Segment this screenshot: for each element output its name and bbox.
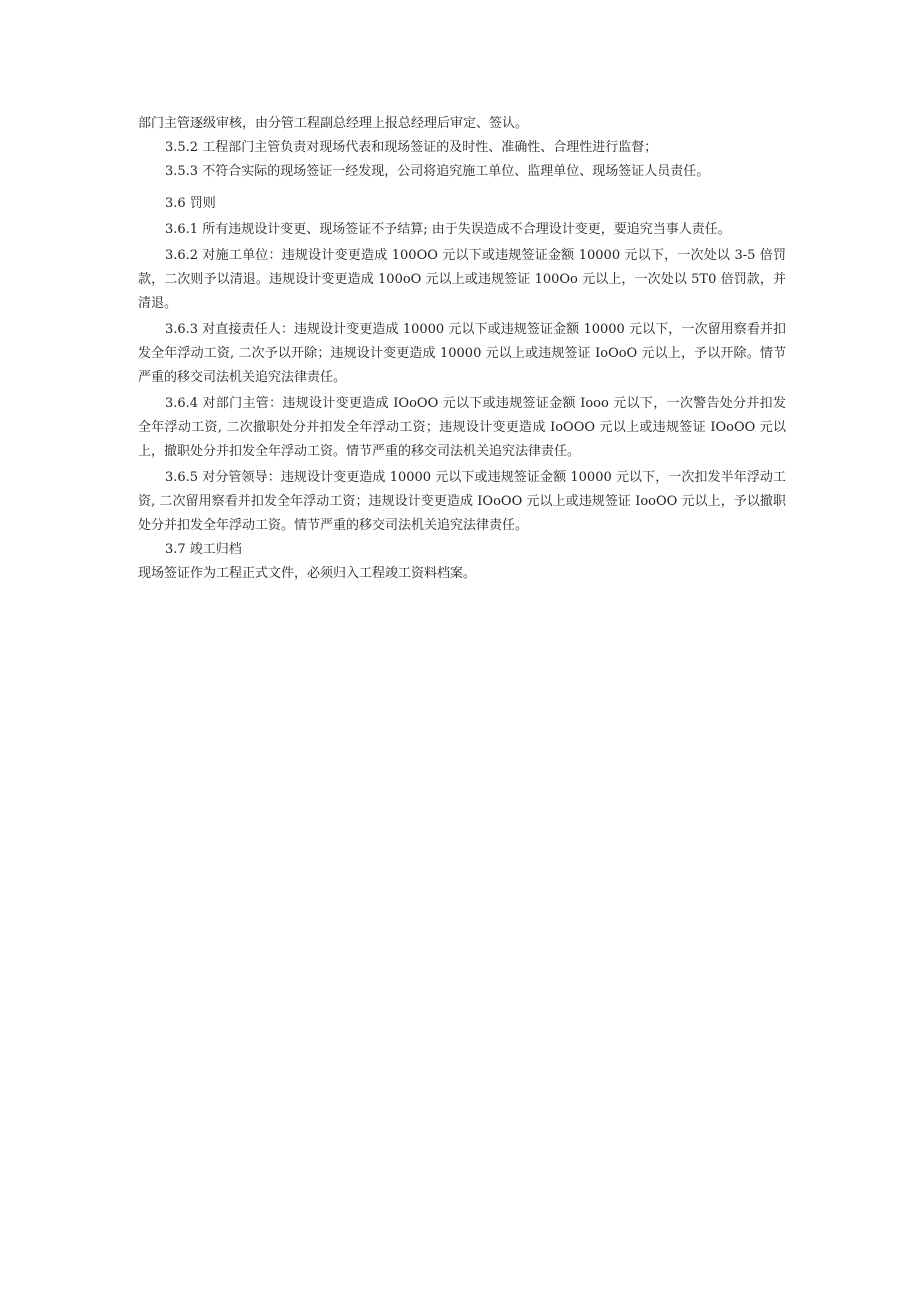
paragraph-3-5-3: 3.5.3 不符合实际的现场签证一经发现，公司将追究施工单位、监理单位、现场签证人员责任。 [165,164,710,179]
section-heading-3-6: 3.6 罚则 [165,196,216,211]
paragraph-archive: 现场签证作为工程正式文件，必须归入工程竣工资料档案。 [138,566,477,581]
paragraph-3-6-1: 3.6.1 所有违规设计变更、现场签证不予结算; 由于失误造成不合理设计变更，要追究当事人责任。 [165,222,731,237]
section-heading-3-7: 3.7 竣工归档 [165,542,242,557]
paragraph-3-6-5: 3.6.5 对分管领导：违规设计变更造成 10000 元以下或违规签证金额 10000 元以下，一次扣发半年浮动工资, 二次留用察看并扣发全年浮动工资；违规设计变更造成 IOoOO 元以上或违规签证 IooOO 元以上，予以撤职处分并扣发全年浮动工资。情节严重的移交司法机关追究法律责任。 [138,470,786,533]
paragraph-3-6-2: 3.6.2 对施工单位：违规设计变更造成 100OO 元以下或违规签证金额 10000 元以下，一次处以 3-5 倍罚款，二次则予以清退。违规设计变更造成 100oO 元以上或违规签证 100Oo 元以上，一次处以 5T0 倍罚款，并清退。 [138,248,786,311]
paragraph-approval: 部门主管逐级审核，由分管工程副总经理上报总经理后审定、签认。 [138,116,529,131]
document-page [138,112,786,586]
paragraph-3-6-3: 3.6.3 对直接责任人：违规设计变更造成 10000 元以下或违规签证金额 10000 元以下，一次留用察看并扣发全年浮动工资, 二次予以开除；违规设计变更造成 10000 元以上或违规签证 IoOoO 元以上，予以开除。情节严重的移交司法机关追究法律责任。 [138,322,786,385]
paragraph-3-5-2: 3.5.2 工程部门主管负责对现场代表和现场签证的及时性、准确性、合理性进行监督； [165,140,658,155]
paragraph-3-6-4: 3.6.4 对部门主管：违规设计变更造成 IOoOO 元以下或违规签证金额 Iooo 元以下，一次警告处分并扣发全年浮动工资, 二次撤职处分并扣发全年浮动工资；违规设计变更造成 IoOOO 元以上或违规签证 IOoOO 元以上，撤职处分并扣发全年浮动工资。情节严重的移交司法机关追究法律责任。 [138,396,786,459]
